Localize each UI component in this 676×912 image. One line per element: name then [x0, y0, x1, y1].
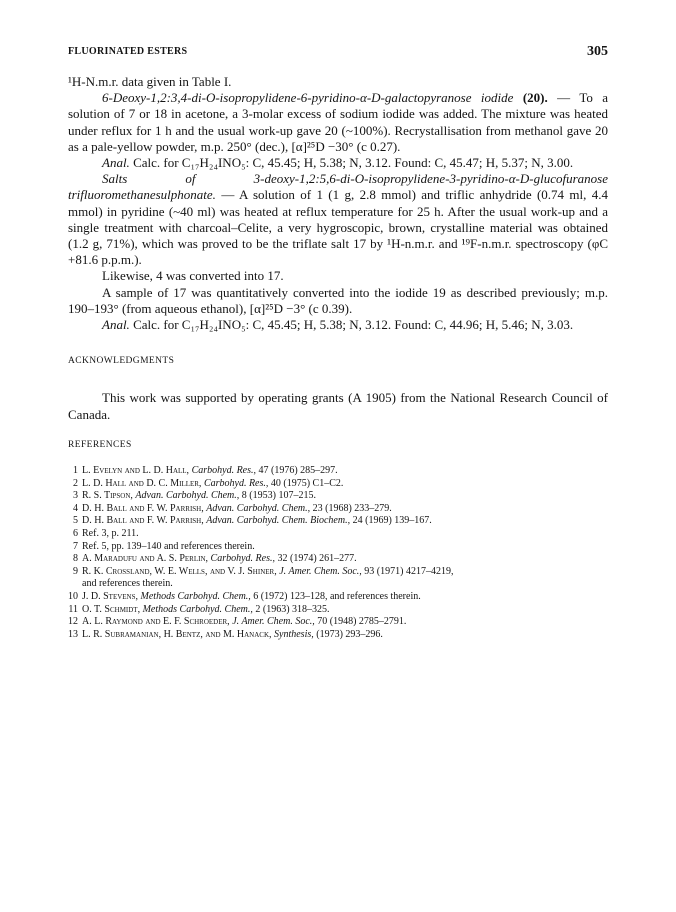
reference-authors: A. L. Raymond and E. F. Schroeder,: [82, 616, 230, 628]
reference-number: 9: [73, 565, 78, 577]
reference-item: [68, 503, 608, 516]
reference-authors: J. D. Stevens,: [82, 591, 139, 602]
reference-number: 8: [73, 553, 78, 565]
reference-authors: R. K. Crossland, W. E. Wells, and V. J. Shiner,: [82, 565, 277, 577]
reference-authors: R. S. Tipson,: [82, 490, 133, 502]
triflate-salts-procedure: — A solution of 1 (1 g, 2.8 mmol) and triflic anhydride (0.74 ml, 4.4 mmol) in pyridine (~40 ml) was heated at reflux temperature for 25 h. After the usual work-up and a single treatment with charcoal–Celite, a very hygroscopic, brown, crystalline material was obtained (1.2 g, 71%), which was proved to be the triflate salt 17 by ¹H-n.m.r. and ¹⁹F-n.m.r. spectroscopy (φC +81.6 p.p.m.).: [68, 187, 609, 268]
reference-journal: Advan. Carbohyd. Chem.,: [206, 502, 311, 514]
reference-journal: Carbohyd. Res.,: [191, 465, 257, 477]
page-number: 305: [587, 44, 608, 59]
reference-details: 47 (1976) 285–297.: [258, 465, 338, 477]
reference-item: [68, 528, 608, 541]
reference-item: [68, 490, 608, 503]
reference-number: 12: [68, 616, 78, 628]
running-head: [68, 44, 608, 62]
reference-authors: L. R. Subramanian, H. Bentz, and M. Hanack,: [82, 628, 272, 640]
reference-authors: L. Evelyn and L. D. Hall,: [82, 465, 190, 477]
reference-number: 11: [68, 603, 78, 615]
compound-20-number: (20).: [522, 90, 548, 106]
reference-number: 6: [73, 528, 78, 540]
reference-authors: D. H. Ball and F. W. Parrish,: [82, 515, 204, 527]
paragraph-iodide-19: A sample of 17 was quantitatively converted into the iodide 19 as described previously; m.p. 190–193° (from aqueous ethanol), [α]²⁵D −3° (c 0.39).: [68, 284, 608, 316]
reference-journal: Advan. Carbohyd. Chem. Biochem.,: [206, 515, 351, 527]
reference-continuation: and references therein.: [82, 578, 173, 590]
reference-authors: L. D. Hall and D. C. Miller,: [82, 477, 202, 489]
reference-journal: J. Amer. Chem. Soc.,: [232, 616, 315, 628]
reference-authors: O. T. Schmidt,: [82, 603, 141, 615]
reference-item: [68, 629, 608, 642]
reference-number: 1: [73, 465, 78, 477]
references-heading: REFERENCES: [68, 439, 132, 450]
paragraph-nmr-note: ¹H-N.m.r. data given in Table I.: [68, 74, 232, 89]
reference-details: 2 (1963) 318–325.: [255, 603, 330, 615]
analysis-values: Calc. for C₁₇H₂₄INO₅: C, 45.45; H, 5.38; N, 3.12. Found: C, 44.96; H, 5.46; N, 3.03.: [133, 317, 574, 333]
reference-details: 40 (1975) C1–C2.: [270, 477, 344, 489]
reference-details: 8 (1953) 107–215.: [241, 490, 316, 502]
reference-journal: Advan. Carbohyd. Chem.,: [135, 490, 240, 502]
analysis-label: Anal.: [102, 317, 130, 333]
reference-item: [68, 541, 608, 554]
reference-details: Ref. 5, pp. 139–140 and references therein.: [82, 540, 255, 552]
reference-item: [68, 566, 608, 591]
reference-item: [68, 591, 608, 604]
reference-journal: Synthesis,: [274, 628, 314, 640]
paragraph-conversion: Likewise, 4 was converted into 17.: [102, 268, 284, 284]
article-body: [68, 74, 608, 641]
reference-item: [68, 465, 608, 478]
reference-item: [68, 553, 608, 566]
reference-number: 13: [68, 628, 78, 640]
reference-number: 2: [73, 477, 78, 489]
reference-journal: J. Amer. Chem. Soc.,: [279, 565, 362, 577]
reference-authors: A. Maradufu and A. S. Perlin,: [82, 553, 209, 565]
acknowledgments-text: This work was supported by operating grants (A 1905) from the National Research Council of Canada.: [68, 390, 608, 422]
reference-details: (1973) 293–296.: [316, 628, 383, 640]
reference-number: 10: [68, 591, 78, 602]
reference-item: [68, 515, 608, 528]
compound-20-title: 6-Deoxy-1,2:3,4-di-O-isopropylidene-6-pyridino-α-D-galactopyranose iodide: [102, 90, 514, 106]
running-title: FLUORINATED ESTERS: [68, 46, 188, 57]
references-list: [68, 465, 608, 641]
reference-authors: D. H. Ball and F. W. Parrish,: [82, 502, 204, 514]
analysis-label: Anal.: [102, 155, 130, 171]
reference-details: 32 (1974) 261–277.: [277, 553, 357, 565]
reference-number: 7: [73, 540, 78, 552]
reference-details: 23 (1968) 233–279.: [312, 502, 392, 514]
reference-item: [68, 604, 608, 617]
reference-number: 4: [73, 502, 78, 514]
reference-number: 5: [73, 515, 78, 527]
reference-number: 3: [73, 490, 78, 502]
reference-item: [68, 478, 608, 491]
triflate-salts-title: Salts of 3-deoxy-1,2:5,6-di-O-isopropylidene-3-pyridino-α-D-glucofuranose trifluoromethanesulphonate.: [68, 171, 608, 203]
reference-journal: Carbohyd. Res.,: [210, 553, 275, 565]
reference-details: Ref. 3, p. 211.: [82, 528, 139, 540]
reference-details: 70 (1948) 2785–2791.: [317, 616, 407, 628]
paragraph-compound-20: [68, 90, 608, 155]
acknowledgments-heading: ACKNOWLEDGMENTS: [68, 356, 175, 367]
compound-20-procedure: — To a solution of 7 or 18 in acetone, a 3-molar excess of sodium iodide was added. The mixture was heated under reflux for 1 h and the usual work-up gave 20 (~100%). Recrystallisation from methanol gave 20 as a pale-yellow powder, m.p. 250° (dec.), [α]²⁵D −30° (c 0.27).: [68, 90, 609, 154]
paragraph-triflate-salts: [68, 171, 608, 268]
reference-details: 6 (1972) 123–128, and references therein.: [253, 591, 421, 602]
reference-journal: Methods Carbohyd. Chem.,: [142, 603, 253, 615]
reference-details: 24 (1969) 139–167.: [352, 515, 432, 527]
analysis-values: Calc. for C₁₇H₂₄INO₅: C, 45.45; H, 5.38; N, 3.12. Found: C, 45.47; H, 5.37; N, 3.00.: [133, 155, 574, 171]
reference-journal: Methods Carbohyd. Chem.,: [140, 591, 251, 602]
reference-details: 93 (1971) 4217–4219,: [364, 565, 454, 577]
paragraph-analysis-20: [68, 155, 608, 171]
reference-item: [68, 616, 608, 629]
paragraph-analysis-19: [68, 317, 608, 333]
reference-journal: Carbohyd. Res.,: [203, 477, 269, 489]
